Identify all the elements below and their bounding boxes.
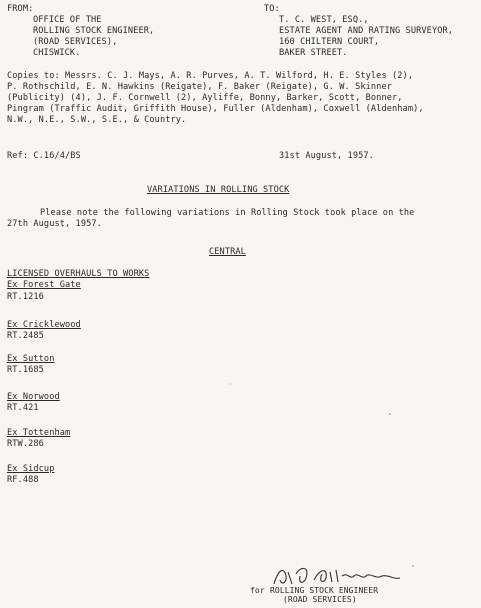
to-line: ESTATE AGENT AND RATING SURVEYOR,	[279, 26, 454, 36]
entry-vehicle: RT.421	[7, 403, 39, 413]
copies-line: N.W., N.E., S.W., S.E., & Country.	[7, 115, 187, 125]
to-label: TO:	[264, 4, 280, 14]
entry-garage: Ex Sidcup	[7, 464, 55, 474]
from-line: OFFICE OF THE	[33, 15, 102, 25]
intro-line: 27th August, 1957.	[7, 219, 102, 229]
signature-title: (ROAD SERVICES)	[283, 595, 357, 604]
scan-speck	[412, 565, 414, 567]
copies-line: P. Rothschild, E. N. Hawkins (Reigate), F. Baker (Reigate), G. W. Skinner	[7, 82, 392, 92]
intro-line: Please note the following variations in Rolling Stock took place on the	[40, 208, 415, 218]
scan-speck	[389, 413, 391, 415]
copies-line: Copies to: Messrs. C. J. Mays, A. R. Purves, A. T. Wilford, H. E. Styles (2),	[7, 71, 414, 81]
section-heading: CENTRAL	[209, 247, 246, 257]
from-line: (ROAD SERVICES),	[33, 37, 118, 47]
reference: Ref: C.16/4/BS	[7, 151, 81, 161]
entry-garage: Ex Sutton	[7, 354, 55, 364]
subject-heading: VARIATIONS IN ROLLING STOCK	[147, 185, 290, 195]
from-label: FROM:	[7, 4, 34, 14]
scan-speck	[229, 383, 231, 385]
entry-garage: Ex Forest Gate	[7, 280, 81, 290]
from-line: CHISWICK.	[33, 48, 81, 58]
entry-garage: Ex Cricklewood	[7, 320, 81, 330]
to-line: T. C. WEST, ESQ.,	[279, 15, 369, 25]
entry-vehicle: RT.1216	[7, 292, 44, 302]
entry-garage: Ex Norwood	[7, 392, 60, 402]
entry-vehicle: RTW.286	[7, 439, 44, 449]
entry-garage: Ex Tottenham	[7, 428, 71, 438]
signature-title: ROLLING STOCK ENGINEER	[270, 586, 379, 595]
entry-vehicle: RT.2485	[7, 331, 44, 341]
to-line: 160 CHILTERN COURT,	[279, 37, 380, 47]
date: 31st August, 1957.	[279, 151, 374, 161]
entry-vehicle: RT.1685	[7, 365, 44, 375]
to-line: BAKER STREET.	[279, 48, 348, 58]
from-line: ROLLING STOCK ENGINEER,	[33, 26, 155, 36]
copies-line: (Publicity) (4), J. F. Cornwell (2), Ayliffe, Bonny, Barker, Scott, Bonner,	[7, 93, 403, 103]
copies-line: Pingram (Traffic Audit, Griffith House), Fuller (Aldenham), Coxwell (Aldenham),	[7, 104, 424, 114]
signature-prefix: for	[250, 586, 265, 595]
list-heading: LICENSED OVERHAULS TO WORKS	[7, 269, 150, 279]
entry-vehicle: RF.488	[7, 475, 39, 485]
